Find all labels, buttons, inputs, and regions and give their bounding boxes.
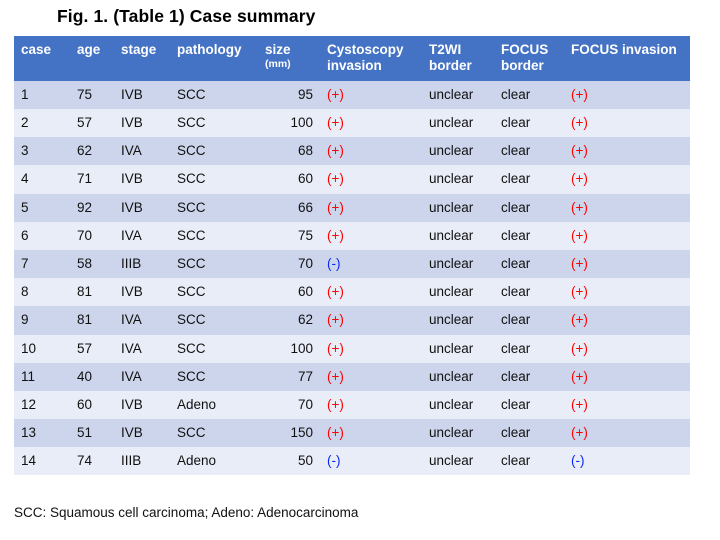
column-header-stage-label: stage — [121, 42, 157, 57]
cell-pathology — [170, 137, 258, 165]
table-row — [14, 363, 690, 391]
cell-age — [70, 250, 114, 278]
cell-stage-text: IVB — [121, 396, 143, 412]
cell-focus-border-text: clear — [501, 115, 531, 131]
cell-age-text: 74 — [77, 453, 93, 469]
cell-size — [258, 137, 320, 165]
cell-case-text: 12 — [21, 396, 37, 412]
cell-t2wi-border — [422, 81, 494, 109]
cell-case-text: 11 — [21, 368, 36, 384]
table-row — [14, 222, 690, 250]
cell-stage-text: IVA — [121, 312, 142, 328]
cell-focus-invasion-text: (+) — [571, 340, 588, 356]
cell-focus-border-text: clear — [501, 255, 531, 271]
cell-cystoscopy-invasion — [320, 363, 422, 391]
cell-focus-border — [494, 250, 564, 278]
cell-case — [14, 419, 70, 447]
column-header-case-label: case — [21, 42, 52, 57]
cell-focus-invasion — [564, 194, 690, 222]
column-header-size — [258, 36, 320, 81]
cell-focus-border-text: clear — [501, 340, 531, 356]
cell-t2wi-border-text: unclear — [429, 115, 474, 131]
cell-stage — [114, 419, 170, 447]
cell-size-text: 60 — [297, 284, 313, 300]
cell-t2wi-border — [422, 419, 494, 447]
cell-cystoscopy-invasion — [320, 391, 422, 419]
cell-t2wi-border — [422, 335, 494, 363]
cell-case — [14, 363, 70, 391]
cell-size — [258, 419, 320, 447]
cell-focus-border-text: clear — [501, 312, 531, 328]
cell-focus-invasion — [564, 306, 690, 334]
cell-size — [258, 250, 320, 278]
cell-stage — [114, 109, 170, 137]
table-row — [14, 447, 690, 475]
cell-age-text: 57 — [77, 115, 93, 131]
cell-pathology — [170, 165, 258, 193]
column-header-stage — [114, 36, 170, 81]
cell-stage — [114, 165, 170, 193]
cell-focus-border-text: clear — [501, 199, 531, 215]
cell-focus-invasion-text: (+) — [571, 115, 588, 131]
cell-t2wi-border — [422, 222, 494, 250]
cell-focus-border-text: clear — [501, 143, 531, 159]
cell-size — [258, 447, 320, 475]
column-header-focus-border-label: FOCUS border — [501, 42, 549, 73]
cell-cystoscopy-invasion-text: (+) — [327, 227, 344, 243]
column-header-focus-invasion-label: FOCUS invasion — [571, 42, 677, 57]
cell-focus-border-text: clear — [501, 425, 531, 441]
cell-stage — [114, 250, 170, 278]
cell-stage-text: IVB — [121, 171, 143, 187]
cell-pathology — [170, 391, 258, 419]
cell-focus-invasion-text: (+) — [571, 425, 588, 441]
cell-case — [14, 81, 70, 109]
column-header-t2wi-border-label: T2WI border — [429, 42, 472, 73]
cell-pathology-text: SCC — [177, 199, 206, 215]
table-row — [14, 194, 690, 222]
cell-t2wi-border-text: unclear — [429, 199, 474, 215]
cell-t2wi-border-text: unclear — [429, 368, 474, 384]
cell-t2wi-border-text: unclear — [429, 227, 474, 243]
cell-size — [258, 81, 320, 109]
cell-stage-text: IVA — [121, 368, 142, 384]
cell-focus-invasion-text: (+) — [571, 227, 588, 243]
cell-case — [14, 278, 70, 306]
cell-size — [258, 391, 320, 419]
cell-focus-border-text: clear — [501, 227, 531, 243]
cell-pathology — [170, 363, 258, 391]
cell-pathology-text: SCC — [177, 255, 206, 271]
cell-age-text: 57 — [77, 340, 93, 356]
cell-focus-border — [494, 165, 564, 193]
cell-focus-invasion-text: (+) — [571, 143, 588, 159]
cell-size — [258, 363, 320, 391]
column-header-pathology — [170, 36, 258, 81]
cell-cystoscopy-invasion-text: (+) — [327, 86, 344, 102]
cell-case — [14, 335, 70, 363]
cell-pathology — [170, 335, 258, 363]
cell-cystoscopy-invasion-text: (+) — [327, 143, 344, 159]
cell-cystoscopy-invasion-text: (+) — [327, 368, 344, 384]
cell-age-text: 75 — [77, 86, 93, 102]
cell-age — [70, 109, 114, 137]
column-header-pathology-label: pathology — [177, 42, 242, 57]
cell-size-text: 150 — [290, 425, 313, 441]
cell-focus-border-text: clear — [501, 284, 531, 300]
cell-case-text: 8 — [21, 284, 29, 300]
cell-stage — [114, 81, 170, 109]
cell-stage — [114, 306, 170, 334]
cell-age — [70, 447, 114, 475]
cell-age — [70, 363, 114, 391]
table-body — [14, 81, 690, 476]
cell-case-text: 5 — [21, 199, 29, 215]
cell-size-text: 95 — [297, 86, 313, 102]
cell-focus-invasion — [564, 419, 690, 447]
column-header-focus-invasion — [564, 36, 690, 81]
cell-stage-text: IVB — [121, 115, 143, 131]
cell-focus-invasion-text: (+) — [571, 284, 588, 300]
cell-cystoscopy-invasion-text: (-) — [327, 453, 341, 469]
table-row — [14, 109, 690, 137]
cell-focus-border — [494, 194, 564, 222]
cell-focus-border — [494, 391, 564, 419]
cell-age — [70, 335, 114, 363]
cell-stage-text: IIIB — [121, 453, 142, 469]
cell-cystoscopy-invasion-text: (+) — [327, 312, 344, 328]
cell-focus-border-text: clear — [501, 453, 531, 469]
cell-pathology-text: SCC — [177, 368, 206, 384]
cell-focus-invasion-text: (+) — [571, 171, 588, 187]
cell-pathology — [170, 278, 258, 306]
cell-case-text: 3 — [21, 143, 29, 159]
case-summary-table — [14, 36, 690, 475]
cell-case — [14, 391, 70, 419]
cell-pathology-text: SCC — [177, 171, 206, 187]
cell-t2wi-border-text: unclear — [429, 396, 474, 412]
cell-stage — [114, 278, 170, 306]
cell-t2wi-border-text: unclear — [429, 312, 474, 328]
cell-t2wi-border — [422, 391, 494, 419]
cell-case — [14, 194, 70, 222]
cell-pathology — [170, 109, 258, 137]
cell-stage-text: IIIB — [121, 255, 142, 271]
cell-size — [258, 165, 320, 193]
cell-case-text: 9 — [21, 312, 29, 328]
column-header-age — [70, 36, 114, 81]
cell-t2wi-border-text: unclear — [429, 143, 474, 159]
column-header-size-unit: (mm) — [265, 57, 291, 70]
column-header-cystoscopy-invasion-label: Cystoscopy invasion — [327, 42, 404, 73]
cell-cystoscopy-invasion — [320, 109, 422, 137]
cell-stage-text: IVB — [121, 284, 143, 300]
cell-t2wi-border — [422, 447, 494, 475]
cell-cystoscopy-invasion-text: (+) — [327, 284, 344, 300]
cell-focus-border-text: clear — [501, 368, 531, 384]
table-row — [14, 419, 690, 447]
cell-age-text: 81 — [77, 312, 93, 328]
cell-cystoscopy-invasion-text: (+) — [327, 115, 344, 131]
cell-stage — [114, 447, 170, 475]
cell-focus-invasion — [564, 137, 690, 165]
cell-pathology-text: SCC — [177, 143, 206, 159]
cell-focus-border — [494, 306, 564, 334]
cell-case — [14, 306, 70, 334]
cell-size-text: 62 — [297, 312, 313, 328]
cell-t2wi-border — [422, 363, 494, 391]
cell-age-text: 51 — [77, 425, 93, 441]
cell-focus-invasion — [564, 81, 690, 109]
cell-case-text: 4 — [21, 171, 29, 187]
cell-focus-invasion — [564, 391, 690, 419]
cell-age-text: 81 — [77, 284, 93, 300]
cell-cystoscopy-invasion — [320, 222, 422, 250]
cell-cystoscopy-invasion-text: (+) — [327, 396, 344, 412]
cell-size-text: 66 — [297, 199, 313, 215]
cell-focus-invasion-text: (+) — [571, 368, 588, 384]
cell-stage — [114, 137, 170, 165]
cell-age — [70, 137, 114, 165]
table-row — [14, 306, 690, 334]
cell-focus-border — [494, 81, 564, 109]
cell-t2wi-border-text: unclear — [429, 255, 474, 271]
cell-case-text: 1 — [21, 86, 29, 102]
cell-age — [70, 306, 114, 334]
cell-case — [14, 109, 70, 137]
cell-cystoscopy-invasion — [320, 194, 422, 222]
cell-case-text: 10 — [21, 340, 37, 356]
cell-focus-border — [494, 335, 564, 363]
cell-cystoscopy-invasion — [320, 447, 422, 475]
cell-cystoscopy-invasion-text: (+) — [327, 340, 344, 356]
case-summary-table-container — [14, 36, 690, 475]
cell-focus-border — [494, 419, 564, 447]
cell-focus-invasion — [564, 222, 690, 250]
cell-cystoscopy-invasion — [320, 419, 422, 447]
cell-focus-invasion-text: (+) — [571, 312, 588, 328]
cell-stage — [114, 194, 170, 222]
cell-focus-invasion — [564, 447, 690, 475]
cell-age — [70, 222, 114, 250]
cell-age — [70, 391, 114, 419]
cell-case-text: 7 — [21, 255, 29, 271]
cell-t2wi-border — [422, 306, 494, 334]
cell-stage-text: IVB — [121, 425, 143, 441]
cell-age — [70, 165, 114, 193]
cell-t2wi-border — [422, 278, 494, 306]
cell-stage-text: IVA — [121, 227, 142, 243]
cell-size — [258, 109, 320, 137]
cell-case-text: 13 — [21, 425, 37, 441]
cell-t2wi-border — [422, 165, 494, 193]
cell-cystoscopy-invasion — [320, 165, 422, 193]
cell-size — [258, 306, 320, 334]
cell-pathology-text: Adeno — [177, 396, 217, 412]
cell-stage-text: IVA — [121, 340, 142, 356]
cell-size — [258, 335, 320, 363]
cell-cystoscopy-invasion — [320, 306, 422, 334]
cell-focus-invasion — [564, 278, 690, 306]
cell-t2wi-border-text: unclear — [429, 86, 474, 102]
cell-focus-invasion-text: (+) — [571, 199, 588, 215]
cell-age-text: 40 — [77, 368, 93, 384]
cell-cystoscopy-invasion — [320, 278, 422, 306]
cell-age-text: 58 — [77, 255, 93, 271]
cell-size — [258, 194, 320, 222]
cell-stage-text: IVA — [121, 143, 142, 159]
cell-pathology-text: SCC — [177, 227, 206, 243]
cell-age — [70, 419, 114, 447]
cell-focus-border-text: clear — [501, 86, 531, 102]
cell-stage — [114, 222, 170, 250]
cell-cystoscopy-invasion — [320, 250, 422, 278]
column-header-case — [14, 36, 70, 81]
cell-focus-border — [494, 137, 564, 165]
cell-focus-invasion — [564, 335, 690, 363]
cell-size-text: 68 — [297, 143, 313, 159]
cell-age-text: 92 — [77, 199, 93, 215]
table-footnote: SCC: Squamous cell carcinoma; Adeno: Adenocarcinoma — [14, 505, 359, 520]
cell-t2wi-border-text: unclear — [429, 425, 474, 441]
cell-t2wi-border — [422, 109, 494, 137]
cell-case-text: 6 — [21, 227, 29, 243]
cell-pathology — [170, 419, 258, 447]
table-row — [14, 278, 690, 306]
cell-pathology-text: SCC — [177, 312, 206, 328]
table-row — [14, 391, 690, 419]
cell-age-text: 62 — [77, 143, 93, 159]
cell-case-text: 2 — [21, 115, 29, 131]
cell-case — [14, 165, 70, 193]
cell-size-text: 70 — [297, 396, 313, 412]
cell-pathology — [170, 306, 258, 334]
cell-stage — [114, 391, 170, 419]
cell-focus-invasion — [564, 109, 690, 137]
cell-focus-border — [494, 363, 564, 391]
cell-age — [70, 194, 114, 222]
cell-cystoscopy-invasion-text: (+) — [327, 171, 344, 187]
cell-pathology — [170, 250, 258, 278]
cell-size-text: 75 — [297, 227, 313, 243]
table-row — [14, 137, 690, 165]
cell-size-text: 50 — [297, 453, 313, 469]
cell-age-text: 70 — [77, 227, 93, 243]
cell-t2wi-border-text: unclear — [429, 340, 474, 356]
table-row — [14, 81, 690, 109]
cell-cystoscopy-invasion — [320, 81, 422, 109]
cell-focus-invasion — [564, 250, 690, 278]
cell-focus-invasion — [564, 363, 690, 391]
cell-size-text: 70 — [297, 255, 313, 271]
cell-stage-text: IVB — [121, 86, 143, 102]
cell-pathology-text: SCC — [177, 284, 206, 300]
cell-focus-border — [494, 278, 564, 306]
cell-stage-text: IVB — [121, 199, 143, 215]
cell-t2wi-border-text: unclear — [429, 453, 474, 469]
cell-focus-invasion-text: (+) — [571, 396, 588, 412]
cell-size-text: 100 — [290, 115, 313, 131]
cell-pathology — [170, 222, 258, 250]
cell-pathology — [170, 81, 258, 109]
cell-pathology-text: Adeno — [177, 453, 217, 469]
cell-focus-invasion-text: (+) — [571, 86, 588, 102]
cell-stage — [114, 335, 170, 363]
cell-cystoscopy-invasion — [320, 335, 422, 363]
cell-pathology — [170, 447, 258, 475]
cell-age-text: 71 — [77, 171, 93, 187]
cell-t2wi-border — [422, 194, 494, 222]
cell-case-text: 14 — [21, 453, 37, 469]
cell-focus-border-text: clear — [501, 396, 531, 412]
cell-pathology-text: SCC — [177, 425, 206, 441]
cell-age — [70, 278, 114, 306]
cell-size — [258, 222, 320, 250]
cell-focus-invasion-text: (-) — [571, 453, 585, 469]
cell-focus-border — [494, 222, 564, 250]
table-row — [14, 335, 690, 363]
cell-focus-border-text: clear — [501, 171, 531, 187]
cell-pathology-text: SCC — [177, 340, 206, 356]
column-header-t2wi-border — [422, 36, 494, 81]
cell-t2wi-border-text: unclear — [429, 284, 474, 300]
cell-pathology — [170, 194, 258, 222]
page-title: Fig. 1. (Table 1) Case summary — [57, 6, 316, 26]
cell-age — [70, 81, 114, 109]
cell-t2wi-border — [422, 250, 494, 278]
cell-focus-border — [494, 447, 564, 475]
cell-size-text: 100 — [290, 340, 313, 356]
cell-t2wi-border — [422, 137, 494, 165]
table-header-row — [14, 36, 690, 81]
cell-stage — [114, 363, 170, 391]
column-header-focus-border — [494, 36, 564, 81]
cell-focus-invasion — [564, 165, 690, 193]
column-header-size-label: size — [265, 42, 291, 57]
cell-case — [14, 222, 70, 250]
cell-pathology-text: SCC — [177, 86, 206, 102]
cell-case — [14, 137, 70, 165]
cell-pathology-text: SCC — [177, 115, 206, 131]
cell-size-text: 77 — [297, 368, 313, 384]
cell-cystoscopy-invasion-text: (+) — [327, 199, 344, 215]
cell-focus-invasion-text: (+) — [571, 255, 588, 271]
cell-size — [258, 278, 320, 306]
column-header-cystoscopy-invasion — [320, 36, 422, 81]
table-header — [14, 36, 690, 81]
cell-cystoscopy-invasion — [320, 137, 422, 165]
cell-cystoscopy-invasion-text: (-) — [327, 255, 341, 271]
cell-age-text: 60 — [77, 396, 93, 412]
table-row — [14, 165, 690, 193]
cell-size-text: 60 — [297, 171, 313, 187]
cell-focus-border — [494, 109, 564, 137]
table-row — [14, 250, 690, 278]
cell-t2wi-border-text: unclear — [429, 171, 474, 187]
cell-case — [14, 447, 70, 475]
cell-cystoscopy-invasion-text: (+) — [327, 425, 344, 441]
cell-case — [14, 250, 70, 278]
column-header-age-label: age — [77, 42, 101, 57]
